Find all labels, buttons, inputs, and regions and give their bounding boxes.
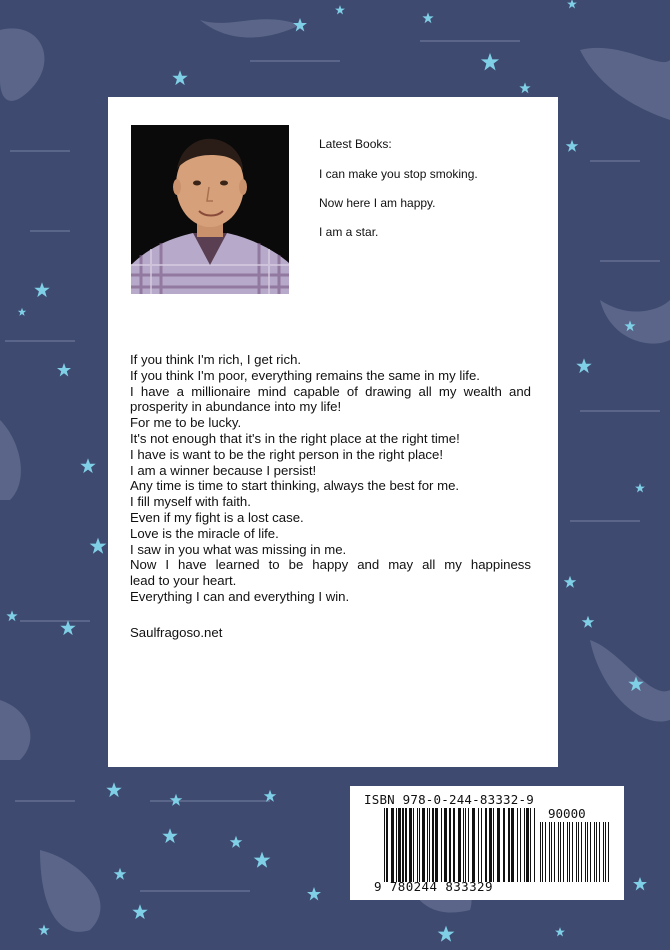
blurb-line: I fill myself with faith.: [130, 494, 251, 510]
barcode-bar: [560, 822, 561, 882]
barcode-bar: [524, 808, 525, 882]
barcode-bar: [542, 822, 543, 882]
blurb-line: Any time is time to start thinking, always the best for me.: [130, 478, 460, 494]
barcode-bar: [503, 808, 505, 882]
barcode-bar: [432, 808, 434, 882]
barcode-bar: [472, 808, 475, 882]
book-title: Now here I am happy.: [319, 196, 436, 210]
ean-number: 9 780244 833329: [374, 879, 493, 894]
barcode-bar: [605, 822, 606, 882]
barcode-bar: [386, 808, 388, 882]
barcode-bar: [554, 822, 555, 882]
content-panel: [108, 97, 558, 767]
barcode-bar: [587, 822, 588, 882]
barcode-bar: [530, 808, 531, 882]
blurb-line: If you think I'm rich, I get rich.: [130, 352, 302, 367]
blurb-line: I have a millionaire mind capable of drawing all my wealth and: [130, 383, 531, 399]
barcode-bar: [422, 808, 425, 882]
barcode-bar: [478, 808, 479, 882]
barcode-bar: [599, 822, 600, 882]
blurb-line: Everything I can and everything I win.: [130, 588, 350, 604]
barcode-bar: [489, 808, 492, 882]
isbn-barcode: [350, 786, 624, 900]
barcode-bar: [549, 822, 550, 882]
barcode-bar: [596, 822, 597, 882]
barcode-bar: [545, 822, 546, 882]
book-title: I can make you stop smoking.: [319, 167, 478, 181]
barcode-bar: [409, 808, 412, 882]
barcode-bar: [590, 822, 591, 882]
author-photo: [131, 125, 289, 294]
barcode-bar: [603, 822, 604, 882]
barcode-bar: [481, 808, 482, 882]
blurb-line: I have is want to be the right person in the right place!: [130, 446, 444, 462]
blurb-line: prosperity in abundance into my life!: [130, 399, 342, 415]
blurb-text: [130, 352, 531, 605]
barcode-bar: [578, 822, 579, 882]
barcode-bar: [572, 822, 573, 882]
barcode-bar: [419, 808, 420, 882]
barcode-bar: [465, 808, 466, 882]
blurb-line: I saw in you what was missing in me.: [130, 541, 347, 557]
barcode-bar: [398, 808, 401, 882]
barcode-bar: [429, 808, 430, 882]
isbn-label: ISBN 978-0-244-83332-9: [364, 792, 534, 807]
barcode-bar: [551, 822, 552, 882]
barcode-bar: [441, 808, 442, 882]
latest-books: [319, 137, 539, 254]
barcode-bar: [567, 822, 568, 882]
blurb-line: Now I have learned to be happy and may all my happiness: [130, 557, 531, 573]
barcode-bar: [517, 808, 518, 882]
barcode-bar: [508, 808, 510, 882]
author-website: Saulfragoso.net: [130, 625, 223, 640]
book-title: I am a star.: [319, 225, 379, 239]
barcode-bar: [485, 808, 487, 882]
barcode-bar: [463, 808, 464, 882]
blurb-line: It's not enough that it's in the right place at the right time!: [130, 430, 460, 446]
latest-books-heading: Latest Books:: [319, 137, 392, 151]
barcode-bar: [453, 808, 455, 882]
barcode-bar: [413, 808, 414, 882]
barcode-bar: [608, 822, 609, 882]
barcode-bar: [585, 822, 586, 882]
barcode-bar: [458, 808, 461, 882]
barcode-bar: [526, 808, 529, 882]
barcode-bar: [402, 808, 404, 882]
barcode-bar: [497, 808, 500, 882]
barcode-bar: [493, 808, 494, 882]
barcode-bar: [435, 808, 438, 882]
barcode-bar: [594, 822, 595, 882]
blurb-line: Love is the miracle of life.: [130, 525, 279, 541]
barcode-bar: [391, 808, 394, 882]
barcode-bar: [563, 822, 564, 882]
price-code: 90000: [548, 806, 586, 821]
barcode-bar: [405, 808, 407, 882]
barcode-bar: [511, 808, 514, 882]
blurb-line: Even if my fight is a lost case.: [130, 509, 304, 525]
barcode-bar: [581, 822, 582, 882]
blurb-line: lead to your heart.: [130, 573, 237, 589]
barcode-bar: [569, 822, 570, 882]
barcode-bar: [444, 808, 447, 882]
blurb-line: For me to be lucky.: [130, 415, 242, 431]
barcode-bar: [576, 822, 577, 882]
barcode-bar: [540, 822, 541, 882]
barcode-bar: [396, 808, 397, 882]
blurb-line: I am a winner because I persist!: [130, 462, 317, 478]
barcode-bar: [468, 808, 469, 882]
barcode-bar: [520, 808, 521, 882]
barcode-bar: [427, 808, 428, 882]
barcode-bar: [558, 822, 559, 882]
barcode-bar: [449, 808, 451, 882]
barcode-bar: [384, 808, 385, 882]
blurb-line: If you think I'm poor, everything remains the same in my life.: [130, 367, 480, 383]
barcode-bar: [417, 808, 418, 882]
barcode-bar: [534, 808, 535, 882]
